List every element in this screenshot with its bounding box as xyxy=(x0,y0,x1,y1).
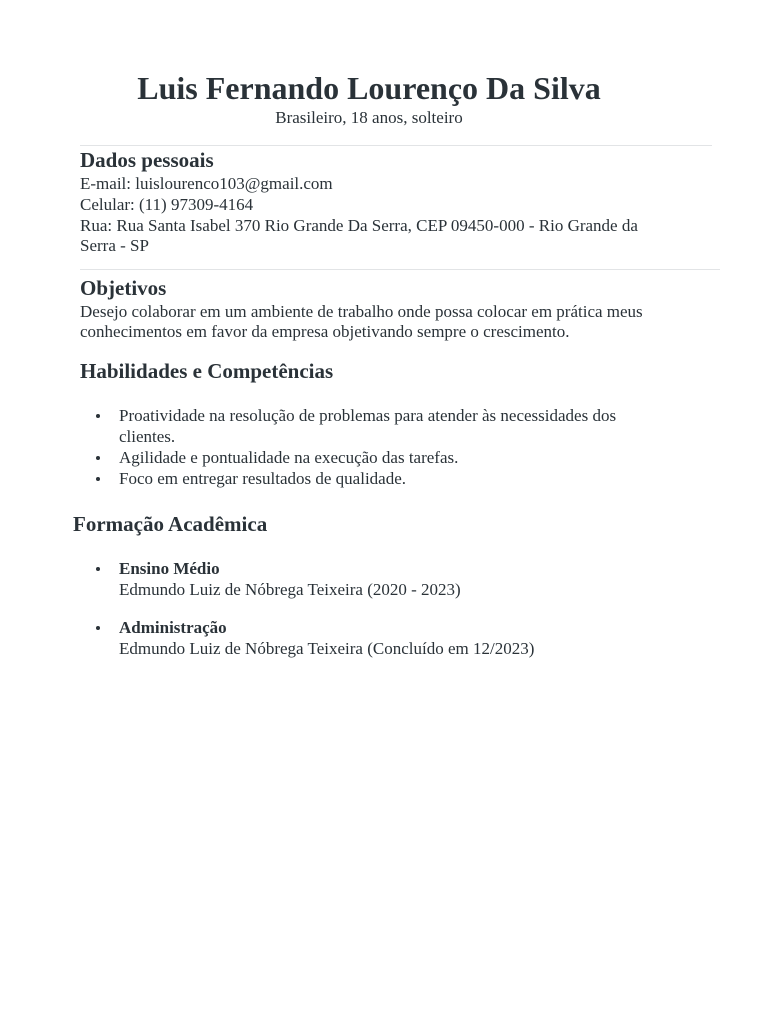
list-item: Proatividade na resolução de problemas para atender às necessidades dos clientes. xyxy=(80,405,670,447)
education-section xyxy=(73,511,673,676)
personal-phone: Celular: (11) 97309-4164 xyxy=(80,195,254,214)
personal-section xyxy=(80,147,680,256)
objectives-text: Desejo colaborar em um ambiente de trabalho onde possa colocar em prática meus conhecimentos em favor da empresa objetivando sempre o crescimento. xyxy=(80,302,643,341)
list-item xyxy=(80,558,673,600)
candidate-name: Luis Fernando Lourenço Da Silva xyxy=(137,70,601,106)
personal-email: E-mail: luislourenco103@gmail.com xyxy=(80,174,333,193)
list-item: Agilidade e pontualidade na execução das tarefas. xyxy=(80,447,670,468)
edu-school: Edmundo Luiz de Nóbrega Teixeira (2020 - 2023) xyxy=(119,580,461,599)
skills-list xyxy=(80,405,670,489)
candidate-subtitle: Brasileiro, 18 anos, solteiro xyxy=(275,108,463,127)
education-list xyxy=(73,558,673,659)
education-title: Formação Acadêmica xyxy=(73,512,268,536)
personal-title: Dados pessoais xyxy=(80,148,214,172)
divider-personal xyxy=(80,269,720,270)
skills-section xyxy=(80,358,680,489)
edu-school: Edmundo Luiz de Nóbrega Teixeira (Concluído em 12/2023) xyxy=(119,639,535,658)
divider-header xyxy=(80,145,712,146)
edu-course: Ensino Médio xyxy=(119,559,220,578)
list-item: Foco em entregar resultados de qualidade. xyxy=(80,468,670,489)
edu-course: Administração xyxy=(119,618,227,637)
objectives-title: Objetivos xyxy=(80,276,167,300)
personal-address: Rua: Rua Santa Isabel 370 Rio Grande Da Serra, CEP 09450-000 - Rio Grande da Serra - SP xyxy=(80,216,638,255)
objectives-section xyxy=(80,275,680,342)
resume-header xyxy=(0,68,738,128)
list-item xyxy=(80,617,673,659)
skills-title: Habilidades e Competências xyxy=(80,359,334,383)
